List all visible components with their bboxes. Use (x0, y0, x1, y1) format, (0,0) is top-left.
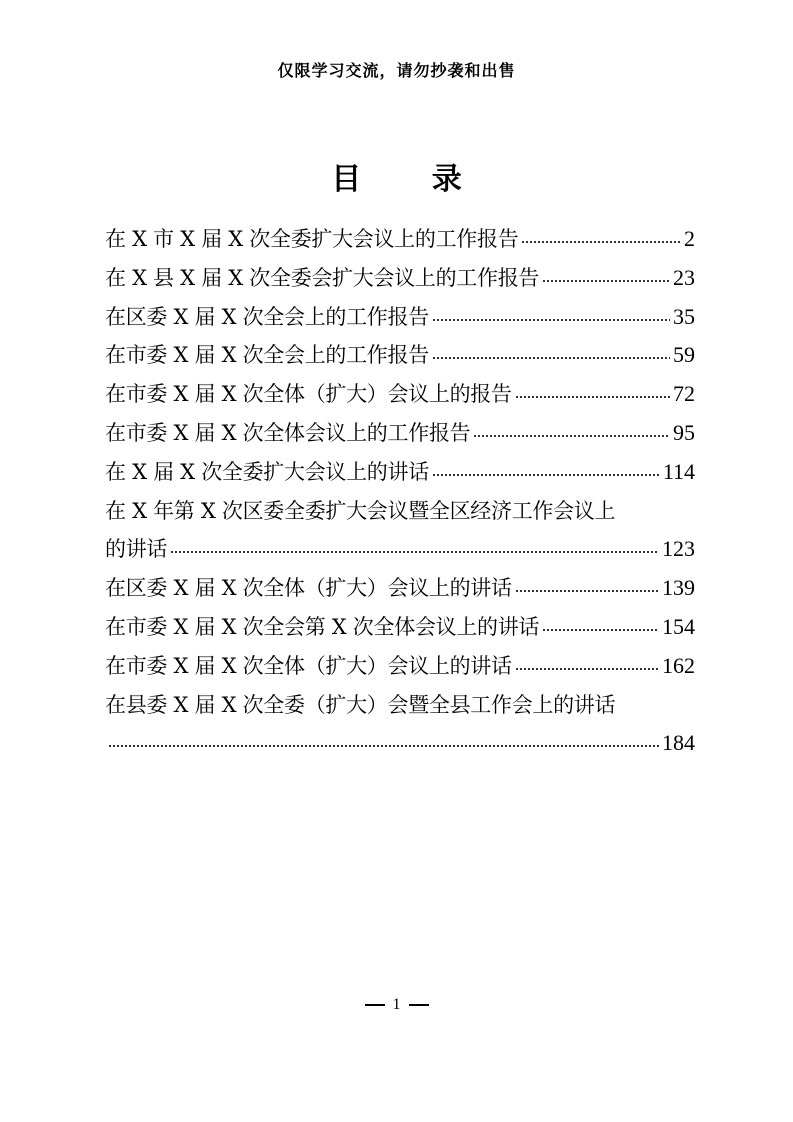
toc-entry-title: 在 X 市 X 届 X 次全委扩大会议上的工作报告 (105, 227, 519, 251)
page-title: 目 录 (331, 162, 492, 197)
toc-dot-leader (108, 743, 659, 749)
dash-decoration (365, 1004, 385, 1006)
toc-entry-page: 162 (662, 652, 695, 678)
toc-entry-title: 在市委 X 届 X 次全会第 X 次全体会议上的讲话 (105, 614, 540, 639)
toc-entry-page: 59 (673, 342, 695, 368)
toc-dot-leader (515, 394, 670, 400)
toc-dot-leader (515, 588, 659, 594)
toc-entry-title: 在市委 X 届 X 次全体会议上的工作报告 (105, 420, 471, 445)
page-number: 1 (392, 996, 401, 1013)
toc-entry-title: 在市委 X 届 X 次全体（扩大）会议上的报告 (105, 382, 512, 407)
toc-entry-title: 在 X 年第 X 次区委全委扩大会议暨全区经济工作会议上 (105, 498, 616, 523)
toc-entry-title: 在区委 X 届 X 次全体（扩大）会议上的讲话 (105, 576, 512, 601)
toc-entry-title: 在 X 县 X 届 X 次全委会扩大会议上的工作报告 (105, 265, 540, 290)
toc-entry-page: 123 (662, 536, 695, 562)
toc-entry-page: 154 (662, 613, 695, 639)
toc-dot-leader (432, 317, 670, 323)
toc-entry-title: 在市委 X 届 X 次全会上的工作报告 (105, 343, 429, 368)
toc-entry-title-continued: 的讲话 (105, 537, 168, 562)
toc-entry-page: 72 (673, 381, 695, 407)
toc-dot-leader (432, 355, 670, 361)
dash-decoration (409, 1004, 429, 1006)
toc-entry-page: 95 (673, 419, 695, 445)
toc-dot-leader (170, 549, 659, 555)
toc-entry[interactable] (105, 336, 695, 375)
copyright-notice: 仅限学习交流，请勿抄袭和出售 (277, 61, 516, 80)
toc-entry[interactable] (105, 375, 695, 414)
toc-dot-leader (542, 627, 659, 633)
toc-entry-page: 2 (684, 226, 695, 251)
toc-entry-title: 在市委 X 届 X 次全体（扩大）会议上的讲话 (105, 653, 512, 678)
toc-dot-leader (542, 278, 670, 284)
toc-entry[interactable] (105, 569, 695, 608)
toc-entry[interactable] (105, 259, 695, 298)
toc-entry[interactable] (105, 453, 695, 492)
page-footer (0, 996, 793, 1014)
toc-dot-leader (515, 666, 659, 672)
toc-entry-title: 在区委 X 届 X 次全会上的工作报告 (105, 304, 429, 329)
toc-entry-page: 35 (673, 303, 695, 329)
toc-entry-title: 在县委 X 届 X 次全委（扩大）会暨全县工作会上的讲话 (105, 692, 616, 717)
toc-entry-page: 184 (662, 730, 695, 756)
toc-entry-page: 114 (662, 458, 695, 484)
toc-dot-leader (473, 433, 670, 439)
toc-dot-leader (521, 239, 681, 245)
toc-entry[interactable] (105, 647, 695, 686)
toc-entry[interactable] (105, 686, 695, 764)
toc-entry[interactable] (105, 298, 695, 337)
toc-entry[interactable] (105, 220, 695, 259)
toc-dot-leader (432, 472, 660, 478)
toc-entry-page: 139 (662, 575, 695, 601)
table-of-contents (105, 220, 695, 763)
toc-entry[interactable] (105, 608, 695, 647)
toc-entry[interactable] (105, 492, 695, 570)
toc-entry-title: 在 X 届 X 次全委扩大会议上的讲话 (105, 459, 429, 484)
toc-entry[interactable] (105, 414, 695, 453)
toc-entry-page: 23 (673, 264, 695, 290)
